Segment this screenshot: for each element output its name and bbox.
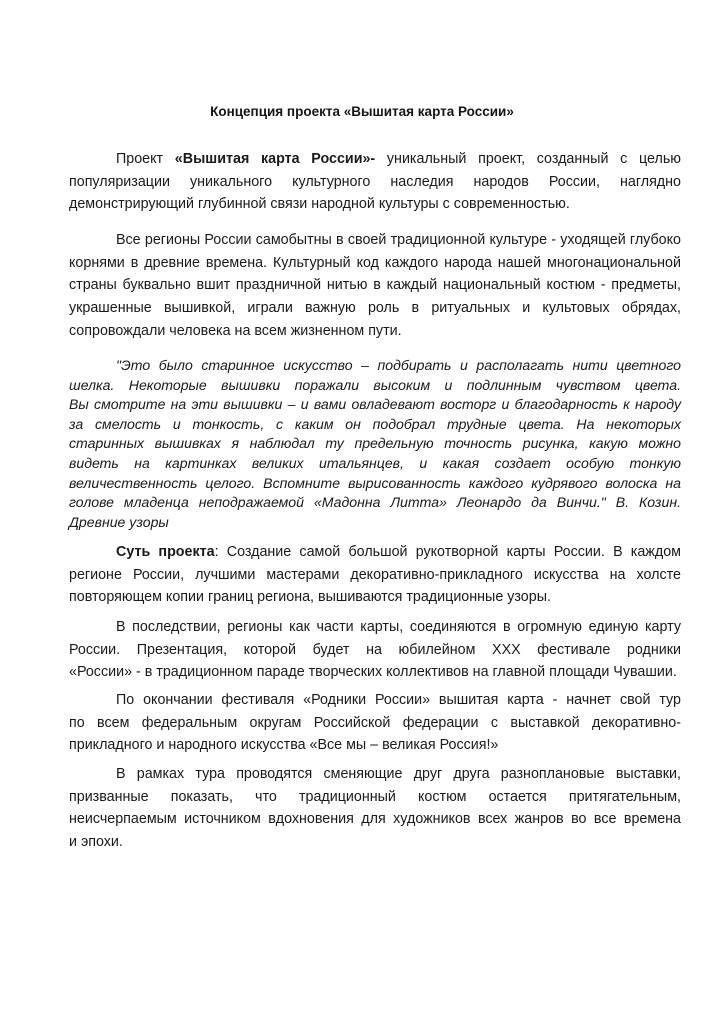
paragraph-assembly [69, 616, 681, 684]
quote-line: видеть на картинках великих итальянцев, и какая создает особую тонкую [69, 454, 681, 471]
text-line [69, 541, 681, 564]
quote-line: величественность целого. Вспомните вырисованность каждого кудрявого волоска на [69, 474, 681, 491]
paragraph-tour [69, 689, 681, 757]
essence-label-bold: Суть проекта [116, 544, 215, 560]
text-run: : Создание самой большой рукотворной карты России. В каждом [214, 544, 681, 560]
text-line: «России» - в традиционном параде творческих коллективов на главной площади Чувашии. [69, 664, 677, 681]
text-line: В последствии, регионы как части карты, соединяются в огромную единую карту [116, 619, 681, 635]
text-line: сопровождали человека на всем жизненном пути. [69, 322, 402, 339]
quote-line: "Это было старинное искусство – подбирать и располагать нити цветного [116, 357, 681, 373]
quote-line: Древние узоры [69, 513, 169, 530]
quote-line: голове младенца неподражаемой «Мадонна Литта» Леонардо да Винчи." В. Козин. [69, 494, 681, 511]
paragraph-regions [69, 229, 681, 342]
text-line: страны буквально вшит праздничной нитью в каждый национальный костюм - предметы, [69, 277, 681, 294]
paragraph-intro [69, 148, 681, 216]
text-line: корнями в древние времена. Культурный код каждого народа нашей многонациональной [69, 254, 681, 271]
text-line: регионе России, лучшими мастерами декоративно-прикладного искусства на холсте [69, 566, 681, 583]
quote-line: Вы смотрите на эти вышивки – и вами овладевают восторг и благодарность к народу [69, 396, 681, 413]
quote-line: шелка. Некоторые вышивки поражали высоким и подлинным чувством цвета. [69, 376, 681, 393]
quote-line: старинных вышивках я наблюдал ту предельную точность рисунка, какую можно [69, 435, 681, 452]
paragraph-exhibitions [69, 763, 681, 854]
text-line: В рамках тура проводятся сменяющие друг друга разноплановые выставки, [116, 766, 681, 782]
text-run: уникальный проект, созданный с целью [375, 151, 681, 167]
project-name-bold: «Вышитая карта России»- [174, 151, 376, 167]
quote-kozin [69, 356, 681, 532]
quote-line: за смелость и тонкость, с каким он подобрал трудные цвета. На некоторых [69, 415, 681, 432]
text-line: России. Презентация, которой будет на юбилейном XXX фестивале родники [69, 641, 681, 658]
text-line: популяризации уникального культурного наследия народов России, наглядно [69, 173, 681, 190]
text-line: демонстрирующий глубинной связи народной культуры с современностью. [69, 196, 570, 213]
paragraph-essence [69, 541, 681, 609]
text-line [69, 148, 681, 171]
text-line: повторяющем копии границ региона, вышиваются традиционные узоры. [69, 589, 551, 606]
text-line: призванные показать, что традиционный костюм остается притягательным, [69, 788, 681, 805]
text-line: неисчерпаемым источником вдохновения для художников всех жанров во все времена [69, 811, 681, 828]
text-line: украшенные вышивкой, играли важную роль в ритуальных и культовых обрядах, [69, 300, 681, 317]
text-line: прикладного и народного искусства «Все мы – великая Россия!» [69, 737, 499, 754]
text-line: По окончании фестиваля «Родники России» вышитая карта - начнет свой тур [116, 692, 681, 708]
text-line: и эпохи. [69, 834, 123, 851]
document-title: Концепция проекта «Вышитая карта России» [210, 104, 514, 119]
text-line: по всем федеральным округам Российской федерации с выставкой декоративно- [69, 714, 681, 731]
text-run: Проект [116, 151, 175, 167]
text-line: Все регионы России самобытны в своей традиционной культуре - уходящей глубоко [116, 232, 681, 248]
